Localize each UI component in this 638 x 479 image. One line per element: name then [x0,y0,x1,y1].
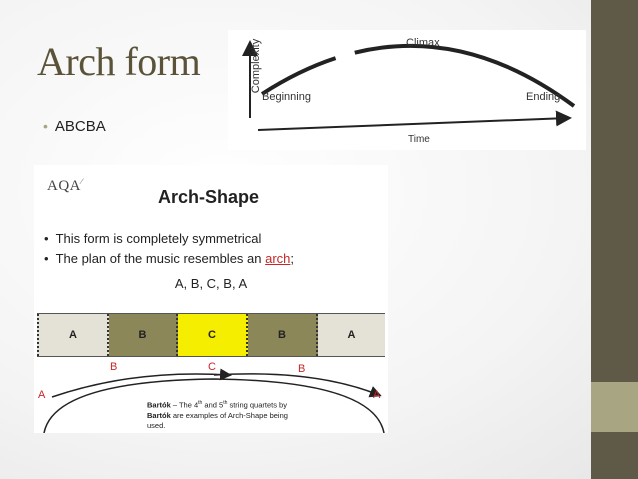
sequence-text: A, B, C, B, A [174,276,248,291]
arc-label-a-left: A [38,389,46,401]
arch-shape-inset [34,165,388,433]
bullet-dot: • [43,118,48,134]
section-blocks [37,313,385,357]
slide-bullet [43,118,106,135]
caption: Bartók – The 4th and 5th string quartets by Bartók are examples of Arch-Shape being used. [147,400,288,430]
inset-title: Arch-Shape [158,187,260,207]
arc-label-c: C [208,361,216,373]
block-a-first: A [37,314,109,356]
end-label: Ending [526,91,561,103]
inset-bullet-1: • This form is completely symmetrical [44,231,262,246]
x-axis-label: Time [408,134,430,145]
y-axis-label: Complexity [250,38,262,94]
start-label: Beginning [262,91,311,103]
block-b-second: B [248,314,318,356]
inset-bullet-list [44,229,294,269]
block-a-second: A [318,314,385,356]
arch-link[interactable]: arch [265,251,291,266]
peak-label: Climax [406,37,440,49]
arc-label-b-left: B [110,361,118,373]
aqa-logo: AQA⁄ [47,177,83,194]
slide-title: Arch form [37,39,201,84]
arch-form-diagram [228,30,586,150]
slide-bullet-text: ABCBA [54,118,106,135]
arc-a-to-c [52,374,229,397]
inset-bullet-2: • The plan of the music resembles an arch; [44,251,295,266]
block-c: C [178,314,248,356]
x-axis [258,118,568,130]
block-b-first: B [109,314,178,356]
arc-label-a-right: A [373,389,381,401]
side-accent [591,382,638,432]
arc-label-b-right: B [298,363,306,375]
